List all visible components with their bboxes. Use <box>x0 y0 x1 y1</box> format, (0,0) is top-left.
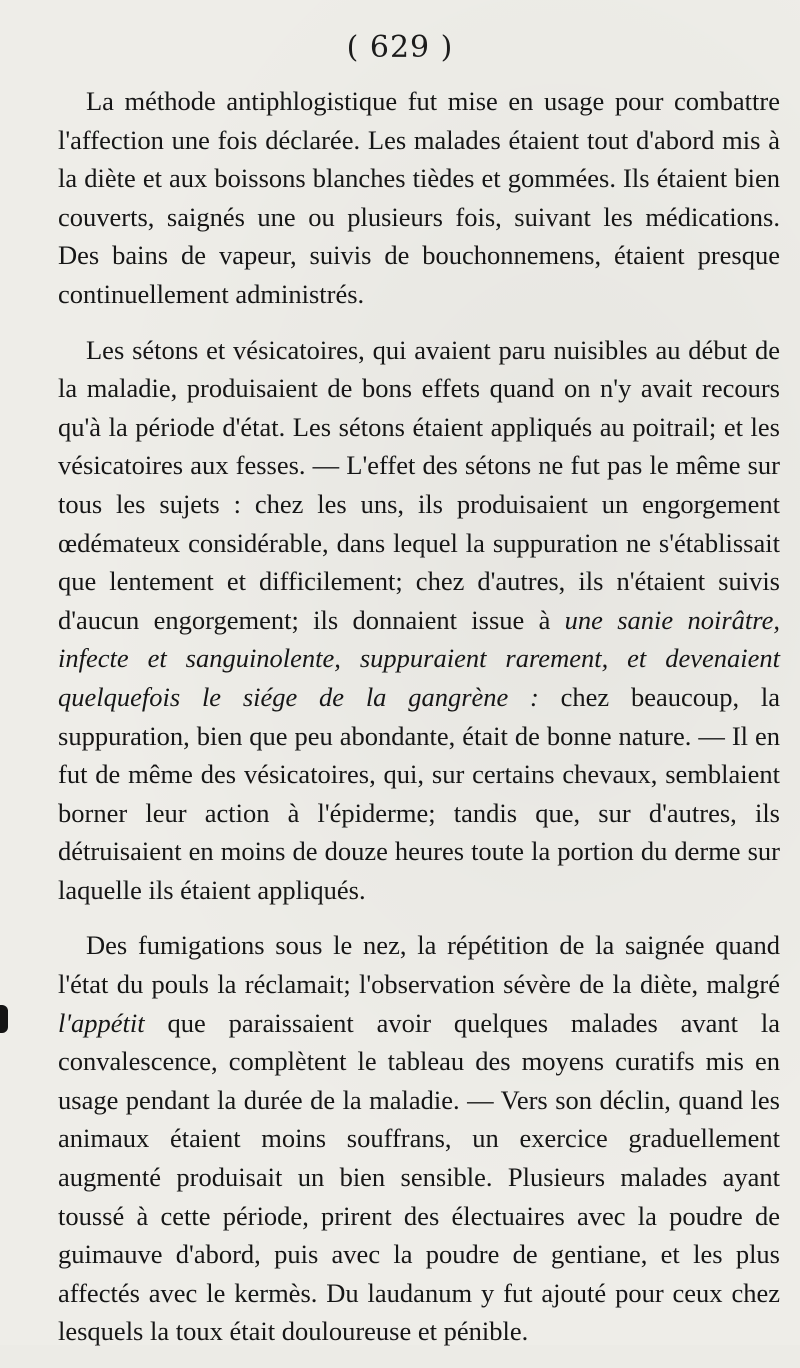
ink-blot <box>0 1005 8 1033</box>
paragraph <box>58 926 780 1351</box>
italic-passage: une sanie noirâtre, infecte et sanguinolente, suppuraient rarement, et devenaient quelquefois le siége de la gangrène : <box>58 604 780 712</box>
page-number: ( 629 ) <box>346 30 454 65</box>
paragraph <box>58 82 780 314</box>
italic-word: l'appétit <box>58 1007 145 1038</box>
body-text <box>58 82 780 1368</box>
paragraph-text: chez beaucoup, la suppuration, bien que peu abondante, était de bonne nature. — Il en fut de même des vésicatoires, qui, sur certains chevaux, semblaient borner leur action à l'épiderme; tandis que, sur d'autres, ils détruisaient en moins de douze heures toute la portion du derme sur laquelle ils étaient appliqués. <box>58 681 780 905</box>
paragraph-text: Les sétons et vésicatoires, qui avaient paru nuisibles au début de la maladie, produisaient de bons effets quand on n'y avait recours qu'à la période d'état. Les sétons étaient appliqués au poitrail; et les vésicatoires aux fesses. — L'effet des sétons ne fut pas le même sur tous les sujets : chez les uns, ils produisaient un engorgement œdémateux considérable, dans lequel la suppuration ne s'établissait que lentement et difficilement; chez d'autres, ils n'étaient suivis d'aucun engorgement; ils donnaient issue à <box>58 334 780 635</box>
paragraph <box>58 331 780 910</box>
paragraph-text: Des fumigations sous le nez, la répétition de la saignée quand l'état du pouls la réclamait; l'observation sévère de la diète, malgré <box>58 930 780 1000</box>
paragraph-text: que paraissaient avoir quelques malades avant la convalescence, complètent le tableau des moyens curatifs mis en usage pendant la durée de la maladie. — Vers son déclin, quand les animaux étaient moins souffrans, un exercice graduellement augmenté produisait un bien sensible. Plusieurs malades ayant toussé à cette période, prirent des électuaires avec la poudre de guimauve d'abord, puis avec la poudre de gentiane, et les plus affectés avec le kermès. Du laudanum y fut ajouté pour ceux chez lesquels la toux était douloureuse et pénible. <box>58 1007 780 1347</box>
paragraph-text: La méthode antiphlogistique fut mise en usage pour combattre l'affection une fois déclarée. Les malades étaient tout d'abord mis à la diète et aux boissons blanches tièdes et gommées. Ils étaient bien couverts, saignés une ou plusieurs fois, suivant les médications. Des bains de vapeur, suivis de bouchonnemens, étaient presque continuellement administrés. <box>58 86 780 309</box>
